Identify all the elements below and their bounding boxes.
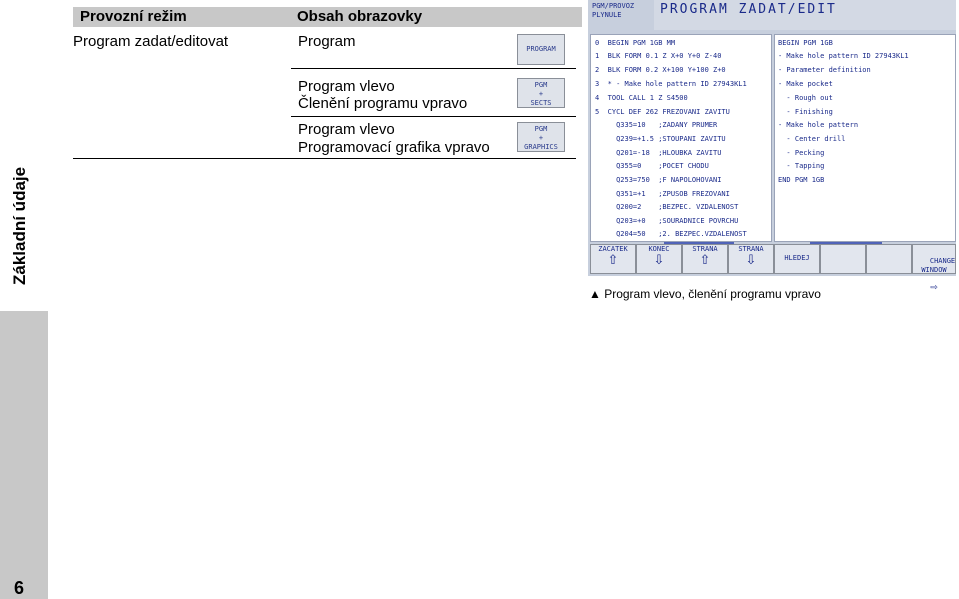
row-divider [291,116,576,117]
softkey-empty[interactable] [820,244,866,274]
section-line[interactable]: - Make hole pattern [778,121,859,129]
program-line[interactable]: Q351=+1 ;ZPUSOB FREZOVANI [595,190,730,198]
softkey-page-up[interactable] [682,244,728,274]
page-up-icon: ⇧ [699,253,711,268]
row-3-text-1: Program vlevo [298,121,395,138]
section-line[interactable]: - Finishing [778,108,833,116]
softkey-begin[interactable] [590,244,636,274]
section-line[interactable]: - Tapping [778,162,825,170]
softkey-label: KONEC [648,245,670,253]
arrow-up-icon: ⇧ [607,253,619,268]
softkey-label: HLEDEJ [784,254,810,262]
screen-title-bar [654,0,956,30]
section-line[interactable]: - Make pocket [778,80,833,88]
page-down-icon: ⇩ [745,253,757,268]
row-divider [291,68,576,69]
row-3-text-2: Programovací grafika vpravo [298,139,490,156]
pgm-sects-key[interactable]: PGM + SECTS [517,78,565,108]
row-2-text-1: Program vlevo [298,78,395,95]
softkey-label: STRANA [738,245,764,253]
program-line[interactable]: 3 * - Make hole pattern ID 27943KL1 [595,80,747,88]
section-line[interactable]: - Center drill [778,135,846,143]
sidebar-gray-block [0,311,48,599]
section-label: Základní údaje [10,166,29,285]
sidebar [0,0,48,599]
program-pane[interactable] [590,34,772,242]
program-line[interactable]: 2 BLK FORM 0.2 X+100 Y+100 Z+0 [595,66,726,74]
section-line[interactable]: - Pecking [778,149,825,157]
row-2-text-2: Členění programu vpravo [298,95,468,112]
control-screen [588,0,956,293]
section-line[interactable]: BEGIN PGM 1GB [778,39,833,47]
program-line[interactable]: Q335=10 ;ZADANY PRUMER [595,121,718,129]
program-line[interactable]: Q253=750 ;F NAPOLOHOVANI [595,176,722,184]
program-line[interactable]: Q203=+0 ;SOURADNICE POVRCHU [595,217,739,225]
softkey-change-window[interactable] [912,244,956,293]
section-line[interactable]: - Rough out [778,94,833,102]
header-screen-content: Obsah obrazovky [291,7,582,27]
program-line[interactable]: Q204=50 ;2. BEZPEC.VZDALENOST [595,230,747,238]
window-arrow-icon: ⇨ [930,283,938,293]
machine-mode-label: PGM/PROVOZ PLYNULE [592,2,635,19]
softkey-empty[interactable] [866,244,912,274]
mode-cell: Program zadat/editovat [73,33,229,50]
screen-title: PROGRAM ZADAT/EDIT [660,2,837,17]
table-bottom-rule [73,158,576,159]
program-line[interactable]: 1 BLK FORM 0.1 Z X+0 Y+0 Z-40 [595,52,722,60]
program-line[interactable]: 0 BEGIN PGM 1GB MM [595,39,676,47]
arrow-down-icon: ⇩ [653,253,665,268]
program-line[interactable]: 5 CYCL DEF 262 FREZOVANI ZAVITU [595,108,730,116]
figure-caption: ▲ Program vlevo, členění programu vpravo [589,287,821,301]
program-line[interactable]: Q239=+1.5 ;STOUPANI ZAVITU [595,135,726,143]
program-line[interactable]: 4 TOOL CALL 1 Z S4500 [595,94,688,102]
section-line[interactable]: - Parameter definition [778,66,871,74]
row-1-text: Program [298,33,356,50]
softkey-end[interactable] [636,244,682,274]
softkey-label: CHANGE WINDOW [921,257,956,274]
program-key[interactable]: PROGRAM [517,34,565,65]
header-mode: Provozní režim [73,7,298,27]
program-line[interactable]: Q200=2 ;BEZPEC. VZDALENOST [595,203,739,211]
pgm-graphics-key[interactable]: PGM + GRAPHICS [517,122,565,152]
softkey-search[interactable] [774,244,820,274]
sections-pane[interactable] [774,34,956,242]
program-line[interactable]: Q201=-18 ;HLOUBKA ZAVITU [595,149,722,157]
softkey-page-down[interactable] [728,244,774,274]
section-line[interactable]: - Make hole pattern ID 27943KL1 [778,52,909,60]
page-number: 6 [14,578,25,598]
section-line[interactable]: END PGM 1GB [778,176,825,184]
program-line[interactable]: Q355=0 ;POCET CHODU [595,162,709,170]
softkey-label: ZACATEK [598,245,628,253]
softkey-label: STRANA [692,245,718,253]
